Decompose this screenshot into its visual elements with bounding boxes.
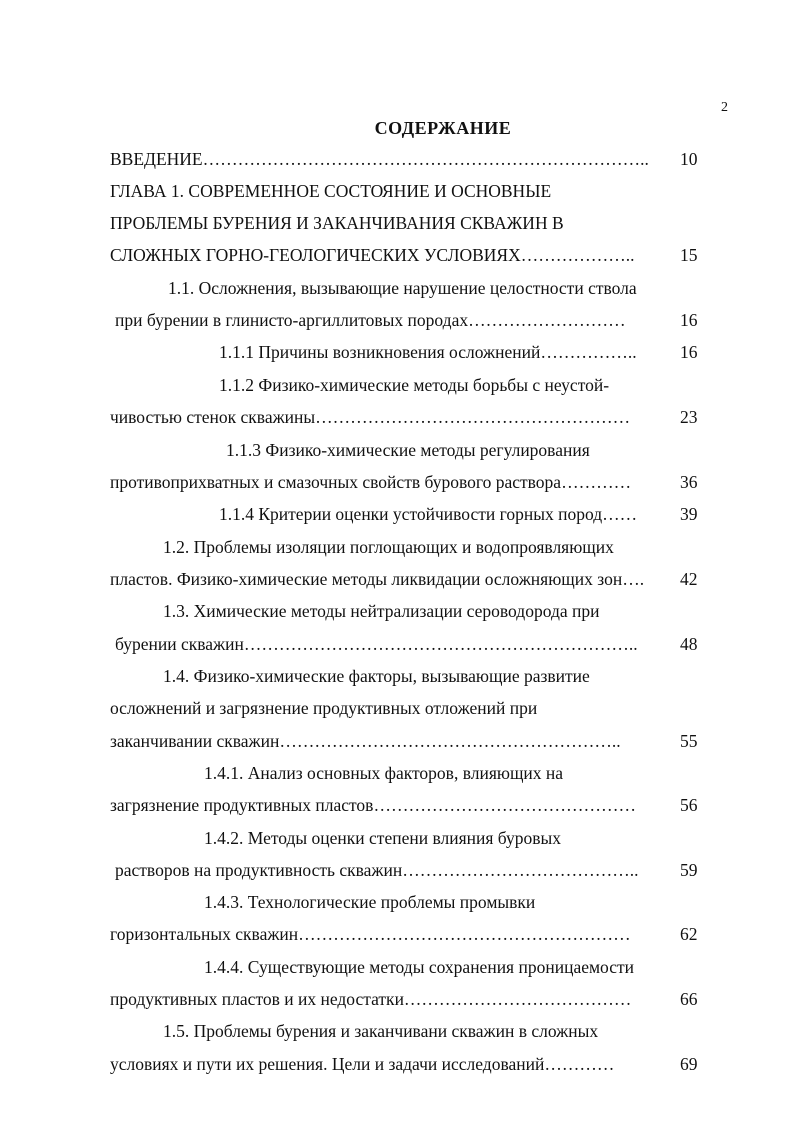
toc-page: 16	[680, 342, 698, 362]
toc-line: ГЛАВА 1. СОВРЕМЕННОЕ СОСТОЯНИЕ И ОСНОВНЫЕ	[110, 181, 552, 201]
page-number: 2	[721, 100, 728, 115]
toc-page: 39	[680, 504, 698, 524]
toc-page: 10	[680, 149, 698, 169]
toc-line: 1.4.1. Анализ основных факторов, влияющих на	[204, 763, 564, 783]
toc-line: ВВЕДЕНИЕ…………………………………………………………………..	[110, 149, 649, 169]
toc-line: 1.4. Физико-химические факторы, вызывающие развитие	[163, 666, 590, 686]
toc-page: 42	[680, 569, 698, 589]
toc-line: противоприхватных и смазочных свойств бурового раствора…………	[110, 472, 632, 492]
toc-page: 56	[680, 795, 698, 815]
toc-line: пластов. Физико-химические методы ликвидации осложняющих зон….	[110, 569, 645, 589]
toc-line: 1.4.2. Методы оценки степени влияния буровых	[204, 828, 562, 848]
toc-line: 1.1.4 Критерии оценки устойчивости горных пород……	[219, 504, 638, 524]
toc-line: ПРОБЛЕМЫ БУРЕНИЯ И ЗАКАНЧИВАНИЯ СКВАЖИН В	[110, 213, 564, 233]
toc-line: 1.5. Проблемы бурения и заканчивани скважин в сложных	[163, 1021, 599, 1041]
toc-page: 69	[680, 1054, 698, 1074]
toc-line: 1.3. Химические методы нейтрализации сероводорода при	[163, 601, 600, 621]
toc-page: 15	[680, 245, 698, 265]
toc-line: заканчивании скважин…………………………………………………..	[110, 731, 621, 751]
toc-page: 59	[680, 860, 698, 880]
toc-line: горизонтальных скважин…………………………………………………	[110, 924, 631, 944]
toc-page: 16	[680, 310, 698, 330]
toc-line: при бурении в глинисто-аргиллитовых породах………………………	[115, 310, 626, 330]
toc-line: 1.1.2 Физико-химические методы борьбы с неустой-	[219, 375, 610, 395]
toc-line: 1.4.4. Существующие методы сохранения проницаемости	[204, 957, 635, 977]
toc-line: СЛОЖНЫХ ГОРНО-ГЕОЛОГИЧЕСКИХ УСЛОВИЯХ………………..	[110, 245, 635, 265]
toc-line: 1.2. Проблемы изоляции поглощающих и водопроявляющих	[163, 537, 614, 557]
toc-page: 66	[680, 989, 698, 1009]
toc-line: растворов на продуктивность скважин…………………………………..	[115, 860, 639, 880]
toc-line: 1.4.3. Технологические проблемы промывки	[204, 892, 536, 912]
toc-line: продуктивных пластов и их недостатки…………………………………	[110, 989, 632, 1009]
toc-line: загрязнение продуктивных пластов………………………………………	[110, 795, 636, 815]
contents-title: СОДЕРЖАНИЕ	[374, 118, 512, 138]
toc-line: осложнений и загрязнение продуктивных отложений при	[110, 698, 538, 718]
toc-page: 36	[680, 472, 698, 492]
toc-page: 55	[680, 731, 698, 751]
toc-line: бурении скважин…………………………………………………………..	[115, 634, 638, 654]
toc-line: чивостью стенок скважины………………………………………………	[110, 407, 631, 427]
toc-page: 48	[680, 634, 698, 654]
toc-line: 1.1.3 Физико-химические методы регулирования	[226, 440, 590, 460]
toc-line: условиях и пути их решения. Цели и задачи исследований…………	[110, 1054, 615, 1074]
toc-page: 62	[680, 924, 698, 944]
toc-page: 23	[680, 407, 698, 427]
toc-line: 1.1. Осложнения, вызывающие нарушение целостности ствола	[168, 278, 637, 298]
toc-line: 1.1.1 Причины возникновения осложнений……………..	[219, 342, 637, 362]
